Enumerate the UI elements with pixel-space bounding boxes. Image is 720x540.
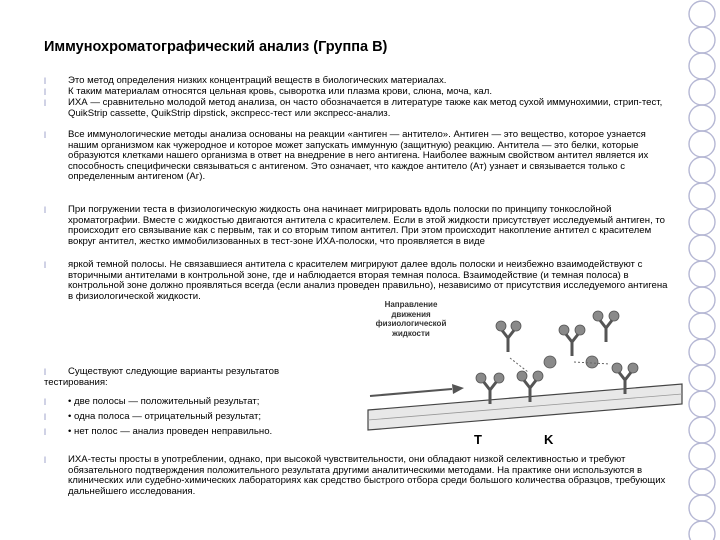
bullet-item: яркой темной полосы. Не связавшиеся антитела с красителем мигрируют далее вдоль полоски и неизбежно взаимодействуют с вторичными антителами в контрольной зоне, где и наблюдается вторая темная полоса. Взаимодействие (и темная полоса) в контрольной зоне должно проявляться всегда (если анализ проведен правильно), независимо от присутствия исследуемого антигена в физиологической жидкости. <box>68 259 668 302</box>
final-bullet-item: ИХА-тесты просты в употреблении, однако, при высокой чувствительности, они обладают низкой селективностью и требуют обязательного подтверждения положительного результата другими аналитическими методами. На практике они используются в клинических или судебно-химических лабораториях как средство быстрого отбора среди большого количества образцов, требующих дальнейшего исследования. <box>68 454 666 497</box>
bullet-marker: l <box>44 260 46 270</box>
bullet-marker: l <box>44 130 46 140</box>
slide-title: Иммунохроматографический анализ (Группа B) <box>44 39 388 55</box>
bullet-item: К таким материалам относятся цельная кровь, сыворотка или плазма крови, слюна, моча, кал. <box>68 86 493 97</box>
bullet-marker: l <box>44 205 46 215</box>
bullet-marker: l <box>44 76 46 86</box>
test-strip-diagram <box>360 292 690 454</box>
test-zone-mark: T <box>474 432 482 447</box>
bullet-item: Это метод определения низких концентраций веществ в биологических материалах. <box>68 75 447 86</box>
bullet-marker: l <box>44 455 46 465</box>
flow-direction-label: Направление движения физиологической жидкости <box>375 300 447 338</box>
bullet-marker: l <box>44 397 46 407</box>
results-intro-line-2: тестирования: <box>44 376 108 388</box>
bullet-marker: l <box>44 98 46 108</box>
decorative-circles <box>662 0 720 540</box>
bullet-item: Все иммунологические методы анализа основаны на реакции «антиген — антитело». Антиген — это вещество, которое узнается нашим организмом как чужеродное и которое может запускать иммунную (защитную) реакцию. Антитела — это белки, которые образуются клетками нашего организма в ответ на внедрение в него антигена. Наиболее важным свойством антител является их способность специфически связываться с антигеном. Это означает, что каждое антитело (Ат) узнает и связывается только с определенным антигеном (Аг). <box>68 129 649 183</box>
bullet-marker: l <box>44 427 46 437</box>
bullet-marker: l <box>44 367 46 377</box>
result-positive: • две полосы — положительный результат; <box>68 396 260 407</box>
result-negative: • одна полоса — отрицательный результат; <box>68 411 262 422</box>
bullet-marker: l <box>44 412 46 422</box>
results-intro <box>44 367 354 388</box>
results-intro-line-1: Существуют следующие варианты результатов <box>68 366 280 377</box>
bullet-marker: l <box>44 87 46 97</box>
result-invalid: • нет полос — анализ проведен неправильно. <box>68 426 273 437</box>
bullet-item: ИХА — сравнительно молодой метод анализа, он часто обозначается в литературе также как метод сухой иммунохимии, стрип-тест, QuikStrip cassette, QuikStrip dipstick, экспресс-тест или экспресс-анализ. <box>68 97 663 119</box>
bullet-item: При погружении теста в физиологическую жидкость она начинает мигрировать вдоль полоски по принципу тонкослойной хроматографии. Вместе с жидкостью двигаются антитела с красителем. Если в этой жидкости присутствует исследуемый антиген, то происходит его связывание как с первым, так и со вторым типом антител. При этом происходит накопление антител с красителем вокруг антител, жестко иммобилизованных в тест-зоне ИХА-полоски, что проявляется в виде <box>68 204 666 247</box>
control-zone-mark: K <box>544 432 554 447</box>
